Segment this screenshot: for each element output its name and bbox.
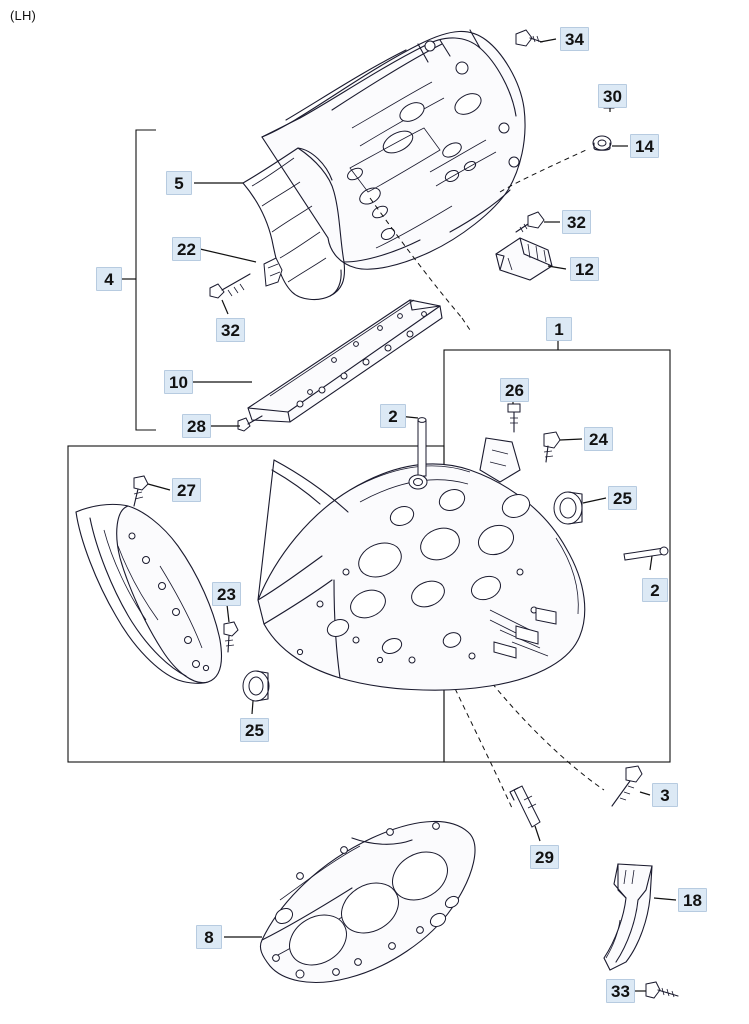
callout-4[interactable]: 4: [96, 267, 122, 291]
callout-27[interactable]: 27: [172, 478, 201, 502]
callout-8[interactable]: 8: [196, 925, 222, 949]
bracket-18-part: [604, 864, 652, 970]
callout-23[interactable]: 23: [212, 582, 241, 606]
bolt-34: [516, 30, 542, 46]
group-bracket-4: [136, 130, 156, 430]
callout-33[interactable]: 33: [606, 979, 635, 1003]
callout-32-right[interactable]: 32: [562, 210, 591, 234]
callout-32-left[interactable]: 32: [216, 318, 245, 342]
callout-34[interactable]: 34: [560, 27, 589, 51]
callout-22[interactable]: 22: [172, 237, 201, 261]
valve-cover-part: [262, 30, 525, 269]
bolt-28: [238, 416, 262, 431]
bolt-3: [612, 766, 642, 806]
callout-25-left[interactable]: 25: [240, 718, 269, 742]
callout-14[interactable]: 14: [630, 134, 659, 158]
callout-1[interactable]: 1: [546, 317, 572, 341]
washer-14: [593, 136, 611, 150]
bolt-23: [224, 622, 238, 652]
head-gasket-part: [260, 821, 475, 982]
callout-24[interactable]: 24: [584, 427, 613, 451]
bolt-27: [134, 476, 148, 506]
callout-25-right[interactable]: 25: [608, 486, 637, 510]
spark-plug-29: [510, 786, 540, 827]
plug-25-left: [243, 671, 269, 701]
callout-30[interactable]: 30: [598, 84, 627, 108]
front-cover-plate-part: [76, 504, 222, 683]
bolt-26: [508, 404, 520, 432]
baffle-plate-part: [248, 300, 442, 422]
callout-12[interactable]: 12: [570, 257, 599, 281]
dowel-2-upper: [409, 418, 427, 489]
callout-29[interactable]: 29: [530, 845, 559, 869]
callout-26[interactable]: 26: [500, 378, 529, 402]
callout-28[interactable]: 28: [182, 414, 211, 438]
callout-5[interactable]: 5: [166, 171, 192, 195]
bolt-32-right: [516, 212, 544, 232]
corner-label: (LH): [10, 8, 37, 23]
plug-25-right: [554, 492, 582, 524]
bolt-24: [544, 432, 560, 462]
callout-10[interactable]: 10: [164, 370, 193, 394]
bolt-33: [646, 982, 678, 998]
callout-2-right[interactable]: 2: [642, 578, 668, 602]
dowel-2-right: [624, 547, 668, 560]
bolt-32-left: [210, 274, 250, 298]
callout-18[interactable]: 18: [678, 888, 707, 912]
bracket-12: [496, 238, 552, 280]
callout-3[interactable]: 3: [652, 783, 678, 807]
callout-2-upper[interactable]: 2: [380, 404, 406, 428]
